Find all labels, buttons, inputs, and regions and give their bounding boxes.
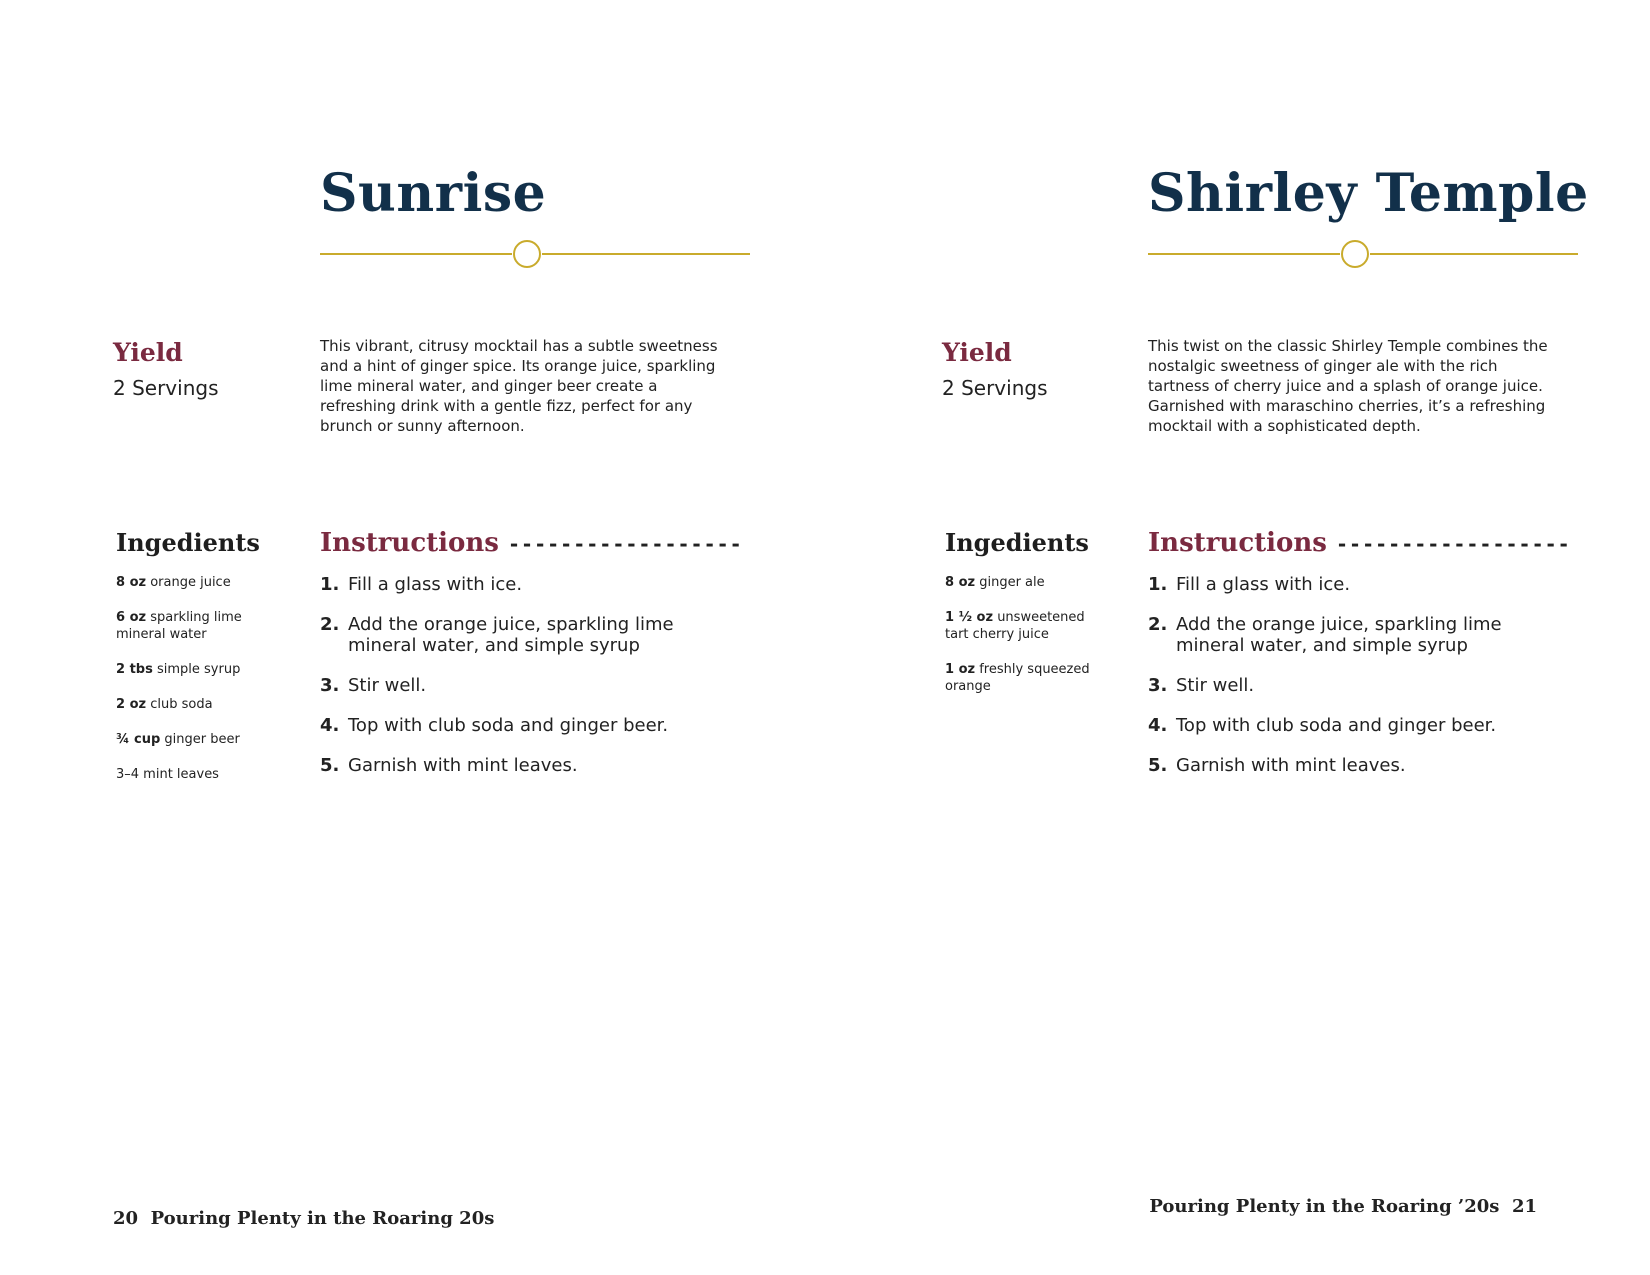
step-number: 5. (320, 755, 340, 776)
ingredient-item (116, 696, 266, 713)
instructions-heading (1148, 528, 1571, 558)
instruction-step (320, 574, 730, 595)
recipe-title: Sunrise (320, 163, 547, 224)
ingredient-name: 3–4 mint leaves (116, 767, 219, 782)
step-text: Top with club soda and ginger beer. (348, 715, 669, 736)
instruction-step (320, 715, 730, 736)
page-number: 20 (113, 1208, 139, 1229)
ingredient-amount: ¾ cup (116, 732, 161, 747)
ingredient-item (945, 574, 1095, 591)
ingredients-list (116, 574, 266, 801)
step-number: 3. (320, 675, 340, 696)
instructions-heading-text: Instructions (320, 528, 499, 558)
step-text: Fill a glass with ice. (1176, 574, 1351, 595)
ingredient-item (945, 661, 1095, 695)
instruction-step (1148, 755, 1558, 776)
ingredient-amount: 2 oz (116, 697, 147, 712)
step-number: 5. (1148, 755, 1168, 776)
ingredient-item (116, 661, 266, 678)
instructions-list (1148, 574, 1558, 795)
yield-value: 2 Servings (113, 376, 219, 400)
instructions-heading (320, 528, 743, 558)
title-divider (320, 238, 750, 268)
recipe-title: Shirley Temple (1148, 163, 1589, 224)
step-text: Stir well. (1176, 675, 1255, 696)
ingredients-heading: Ingedients (945, 528, 1089, 557)
instruction-step (320, 675, 730, 696)
page-footer (1149, 1196, 1537, 1217)
ingredients-heading: Ingedients (116, 528, 260, 557)
right-page (825, 0, 1650, 1275)
instruction-step (1148, 574, 1558, 595)
recipe-description: This vibrant, citrusy mocktail has a subtle sweetness and a hint of ginger spice. Its orange juice, sparkling lime mineral water, and ginger beer create a refreshing drink with a gentle fizz, perfect for any brunch or sunny afternoon. (320, 337, 718, 435)
instruction-step (1148, 675, 1558, 696)
step-number: 1. (1148, 574, 1168, 595)
instructions-dashes: ------------------ (1335, 532, 1571, 556)
instruction-step (320, 755, 730, 776)
ingredient-amount: 1 ½ oz (945, 610, 994, 625)
ingredient-amount: 8 oz (116, 575, 147, 590)
ingredient-name: ginger ale (975, 575, 1045, 590)
ingredient-name: simple syrup (152, 662, 241, 677)
title-divider (1148, 238, 1578, 268)
yield-value: 2 Servings (942, 376, 1048, 400)
page-footer (113, 1208, 494, 1229)
ingredient-amount: 8 oz (945, 575, 976, 590)
ingredient-name: ginger beer (160, 732, 240, 747)
book-title: Pouring Plenty in the Roaring ’20s (1149, 1196, 1500, 1217)
step-number: 2. (1148, 614, 1168, 635)
ingredient-item (116, 731, 266, 748)
instruction-step (1148, 614, 1558, 656)
instruction-step (1148, 715, 1558, 736)
step-number: 4. (1148, 715, 1168, 736)
ingredients-list (945, 574, 1095, 713)
ingredient-amount: 1 oz (945, 662, 976, 677)
recipe-description: This twist on the classic Shirley Temple combines the nostalgic sweetness of ginger ale with the rich tartness of cherry juice and a splash of orange juice. Garnished with maraschino cherries, it’s a refreshing mocktail with a sophisticated depth. (1148, 337, 1548, 435)
step-text: Garnish with mint leaves. (1176, 755, 1406, 776)
ingredient-item (116, 766, 266, 783)
step-number: 2. (320, 614, 340, 635)
step-text: Top with club soda and ginger beer. (1176, 715, 1497, 736)
ingredient-amount: 6 oz (116, 610, 147, 625)
instruction-step (320, 614, 730, 656)
instructions-list (320, 574, 730, 795)
instructions-heading-text: Instructions (1148, 528, 1327, 558)
yield-label: Yield (113, 338, 183, 367)
page-number: 21 (1511, 1196, 1537, 1217)
ingredient-item (945, 609, 1095, 643)
ingredient-name: sparkling lime mineral water (116, 610, 242, 642)
step-text: Stir well. (348, 675, 427, 696)
step-number: 1. (320, 574, 340, 595)
step-number: 3. (1148, 675, 1168, 696)
ingredient-item (116, 609, 266, 643)
ingredient-name: orange juice (146, 575, 231, 590)
step-text: Garnish with mint leaves. (348, 755, 578, 776)
instructions-dashes: ------------------ (507, 532, 743, 556)
book-title: Pouring Plenty in the Roaring 20s (150, 1208, 495, 1229)
ingredient-amount: 2 tbs (116, 662, 153, 677)
step-number: 4. (320, 715, 340, 736)
ingredient-name: unsweetened tart cherry juice (945, 610, 1085, 642)
ingredient-name: club soda (146, 697, 213, 712)
step-text: Add the orange juice, sparkling lime mineral water, and simple syrup (1176, 614, 1502, 656)
ingredient-name: freshly squeezed orange (945, 662, 1090, 694)
step-text: Fill a glass with ice. (348, 574, 523, 595)
yield-label: Yield (942, 338, 1012, 367)
step-text: Add the orange juice, sparkling lime mineral water, and simple syrup (348, 614, 674, 656)
ingredient-item (116, 574, 266, 591)
